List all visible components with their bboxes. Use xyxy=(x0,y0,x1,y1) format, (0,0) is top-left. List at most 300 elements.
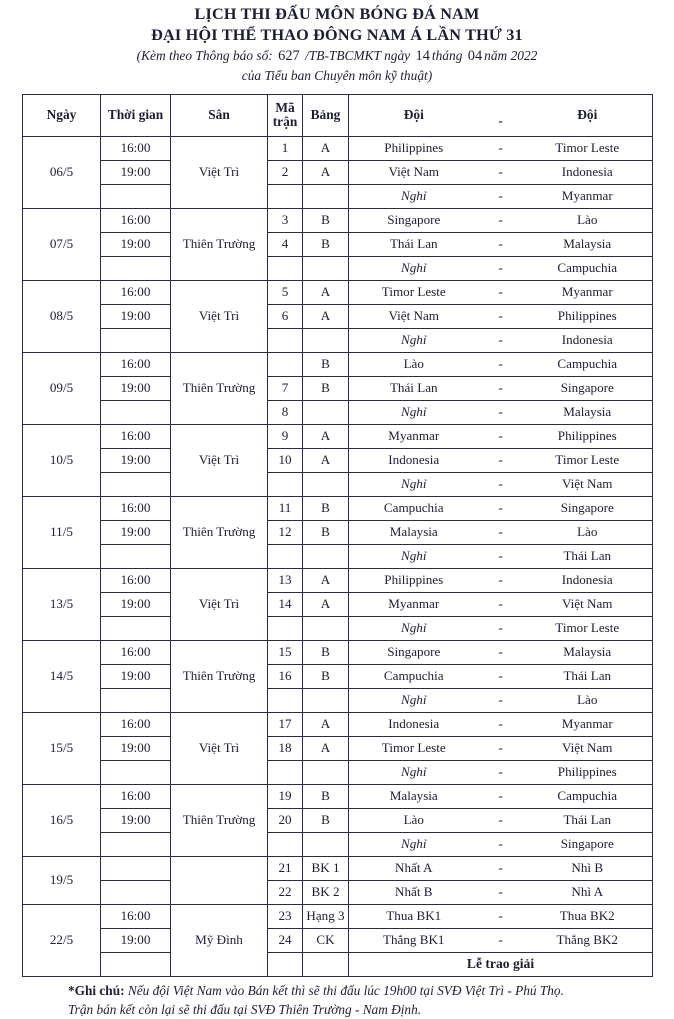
cell-match xyxy=(349,760,653,784)
cell-venue: Thiên Trường xyxy=(171,640,268,712)
cell-date: 09/5 xyxy=(23,352,101,424)
cell-team-home: Campuchia xyxy=(383,669,444,684)
cell-team-home: Nhất B xyxy=(395,885,433,900)
cell-match xyxy=(349,496,653,520)
cell-team-home: Campuchia xyxy=(383,501,444,516)
table-row xyxy=(23,424,653,448)
cell-match xyxy=(349,136,653,160)
cell-team-away: Thái Lan xyxy=(563,549,612,564)
schedule-table xyxy=(22,94,653,977)
cell-time xyxy=(101,952,171,976)
cell-group: A xyxy=(303,136,349,160)
table-row xyxy=(23,400,653,424)
cell-group xyxy=(303,256,349,280)
cell-team-away: Lào xyxy=(577,693,598,708)
table-row xyxy=(23,688,653,712)
cell-match-code xyxy=(268,328,303,352)
cell-dash: - xyxy=(498,740,503,756)
cell-match xyxy=(349,616,653,640)
cell-time xyxy=(101,688,171,712)
footnote-line2: Trận bán kết còn lại sẽ thi đấu tại SVĐ Thiên Trường - Nam Định. xyxy=(68,1001,422,1017)
cell-dash: - xyxy=(498,884,503,900)
cell-team-away: Myanmar xyxy=(561,285,613,300)
cell-team-home: Nhất A xyxy=(395,861,433,876)
cell-team-away: Việt Nam xyxy=(562,741,613,756)
header-match-code: Mã trận xyxy=(268,94,303,136)
document-title-line2: ĐẠI HỘI THỂ THAO ĐÔNG NAM Á LẦN THỨ 31 xyxy=(151,25,523,44)
table-row xyxy=(23,592,653,616)
cell-team-away: Thắng BK2 xyxy=(556,933,618,948)
cell-match-code: 16 xyxy=(268,664,303,688)
table-row xyxy=(23,208,653,232)
cell-dash: - xyxy=(498,164,503,180)
table-row xyxy=(23,832,653,856)
cell-match xyxy=(349,256,653,280)
cell-match-code: 1 xyxy=(268,136,303,160)
cell-team-rest: Nghỉ xyxy=(401,837,427,852)
cell-dash: - xyxy=(498,260,503,276)
cell-team-rest: Nghỉ xyxy=(401,477,427,492)
cell-team-away: Myanmar xyxy=(561,717,613,732)
cell-match xyxy=(349,232,653,256)
cell-group: A xyxy=(303,280,349,304)
table-row xyxy=(23,472,653,496)
cell-team-home: Philippines xyxy=(384,141,444,156)
cell-date: 15/5 xyxy=(23,712,101,784)
cell-group: B xyxy=(303,496,349,520)
cell-match-code: 12 xyxy=(268,520,303,544)
cell-dash: - xyxy=(498,572,503,588)
cell-match xyxy=(349,688,653,712)
cell-time xyxy=(101,760,171,784)
cell-match xyxy=(349,664,653,688)
cell-dash: - xyxy=(498,764,503,780)
cell-team-away: Singapore xyxy=(560,837,614,852)
cell-group: B xyxy=(303,808,349,832)
cell-match-code: 24 xyxy=(268,928,303,952)
cell-match-code: 13 xyxy=(268,568,303,592)
cell-team-away: Malaysia xyxy=(563,405,612,420)
cell-team-home: Lào xyxy=(403,357,424,372)
cell-group: B xyxy=(303,208,349,232)
table-row xyxy=(23,256,653,280)
cell-time xyxy=(101,880,171,904)
cell-team-away: Singapore xyxy=(560,501,614,516)
cell-match-code: 19 xyxy=(268,784,303,808)
cell-time: 16:00 xyxy=(101,712,171,736)
header-dash: - xyxy=(498,113,503,129)
cell-dash: - xyxy=(498,860,503,876)
cell-match-code: 7 xyxy=(268,376,303,400)
cell-match-code: 21 xyxy=(268,856,303,880)
cell-time xyxy=(101,328,171,352)
cell-time: 19:00 xyxy=(101,376,171,400)
cell-team-away: Malaysia xyxy=(563,237,612,252)
cell-match xyxy=(349,592,653,616)
cell-match-code xyxy=(268,688,303,712)
table-row xyxy=(23,232,653,256)
cell-venue: Việt Trì xyxy=(171,424,268,496)
table-row xyxy=(23,880,653,904)
cell-match xyxy=(349,928,653,952)
cell-match xyxy=(349,400,653,424)
subtitle-mid3: năm 2022 xyxy=(484,48,538,64)
cell-match xyxy=(349,880,653,904)
cell-match-code: 2 xyxy=(268,160,303,184)
table-header xyxy=(23,94,653,136)
cell-group: B xyxy=(303,640,349,664)
cell-date: 10/5 xyxy=(23,424,101,496)
cell-dash: - xyxy=(498,308,503,324)
cell-venue: Việt Trì xyxy=(171,136,268,208)
cell-dash: - xyxy=(498,140,503,156)
table-row xyxy=(23,928,653,952)
cell-match-code: 20 xyxy=(268,808,303,832)
cell-group: BK 2 xyxy=(303,880,349,904)
table-row xyxy=(23,664,653,688)
cell-match xyxy=(349,832,653,856)
cell-date: 08/5 xyxy=(23,280,101,352)
subtitle-prefix: (Kèm theo Thông báo số: xyxy=(136,48,273,64)
cell-team-away: Philippines xyxy=(557,309,617,324)
cell-venue: Thiên Trường xyxy=(171,208,268,280)
cell-team-home: Malaysia xyxy=(389,525,438,540)
cell-match-code xyxy=(268,760,303,784)
cell-match xyxy=(349,472,653,496)
cell-group: B xyxy=(303,352,349,376)
cell-group: Hạng 3 xyxy=(303,904,349,928)
cell-time: 19:00 xyxy=(101,736,171,760)
cell-venue: Việt Trì xyxy=(171,712,268,784)
header-group: Bảng xyxy=(303,94,349,136)
table-row xyxy=(23,640,653,664)
cell-match-code: 3 xyxy=(268,208,303,232)
cell-match-code xyxy=(268,832,303,856)
document-subtitle-line2: của Tiểu ban Chuyên môn kỹ thuật) xyxy=(241,67,433,83)
cell-team-home: Thái Lan xyxy=(389,381,438,396)
cell-team-away: Indonesia xyxy=(561,573,613,588)
cell-team-away: Singapore xyxy=(560,381,614,396)
cell-match-code: 14 xyxy=(268,592,303,616)
cell-time: 19:00 xyxy=(101,304,171,328)
cell-group: A xyxy=(303,424,349,448)
cell-time: 19:00 xyxy=(101,160,171,184)
schedule-table-wrapper xyxy=(22,94,652,977)
cell-team-home: Philippines xyxy=(384,573,444,588)
cell-dash: - xyxy=(498,668,503,684)
cell-dash: - xyxy=(498,548,503,564)
cell-match-code: 4 xyxy=(268,232,303,256)
cell-dash: - xyxy=(498,188,503,204)
cell-team-away: Lào xyxy=(577,525,598,540)
cell-match-code: 6 xyxy=(268,304,303,328)
cell-dash: - xyxy=(498,404,503,420)
cell-team-home: Lào xyxy=(403,813,424,828)
cell-match xyxy=(349,376,653,400)
table-row xyxy=(23,760,653,784)
header-team-away: Đội xyxy=(577,107,598,123)
cell-dash: - xyxy=(498,716,503,732)
cell-group: B xyxy=(303,784,349,808)
cell-team-home: Myanmar xyxy=(388,597,440,612)
cell-date: 07/5 xyxy=(23,208,101,280)
cell-team-home: Myanmar xyxy=(388,429,440,444)
cell-match xyxy=(349,160,653,184)
table-row xyxy=(23,616,653,640)
cell-date: 11/5 xyxy=(23,496,101,568)
cell-team-rest: Nghỉ xyxy=(401,405,427,420)
cell-team-away: Việt Nam xyxy=(562,597,613,612)
cell-time: 16:00 xyxy=(101,496,171,520)
cell-dash: - xyxy=(498,380,503,396)
cell-match xyxy=(349,544,653,568)
cell-team-rest: Nghỉ xyxy=(401,549,427,564)
cell-team-rest: Nghỉ xyxy=(401,693,427,708)
table-row xyxy=(23,496,653,520)
cell-group: B xyxy=(303,664,349,688)
cell-team-away: Timor Leste xyxy=(555,453,620,468)
cell-match-code: 18 xyxy=(268,736,303,760)
cell-date: 19/5 xyxy=(23,856,101,904)
cell-dash: - xyxy=(498,212,503,228)
cell-group: B xyxy=(303,376,349,400)
cell-team-home: Timor Leste xyxy=(381,741,446,756)
cell-match xyxy=(349,568,653,592)
cell-match-code xyxy=(268,352,303,376)
cell-group: A xyxy=(303,712,349,736)
cell-team-away: Việt Nam xyxy=(562,477,613,492)
table-row xyxy=(23,304,653,328)
cell-match xyxy=(349,184,653,208)
cell-venue xyxy=(171,856,268,904)
cell-team-home: Indonesia xyxy=(388,717,440,732)
cell-team-home: Thắng BK1 xyxy=(383,933,445,948)
cell-group: B xyxy=(303,232,349,256)
table-row xyxy=(23,952,653,976)
header-venue: Sân xyxy=(171,94,268,136)
cell-team-away: Timor Leste xyxy=(555,621,620,636)
table-row xyxy=(23,712,653,736)
cell-team-home: Indonesia xyxy=(388,453,440,468)
cell-group xyxy=(303,328,349,352)
cell-group xyxy=(303,472,349,496)
table-row xyxy=(23,904,653,928)
cell-time xyxy=(101,400,171,424)
cell-match-code xyxy=(268,184,303,208)
cell-team-away: Lào xyxy=(577,213,598,228)
cell-venue: Thiên Trường xyxy=(171,352,268,424)
cell-match-code: 15 xyxy=(268,640,303,664)
cell-dash: - xyxy=(498,356,503,372)
table-row xyxy=(23,736,653,760)
cell-venue: Thiên Trường xyxy=(171,784,268,856)
cell-match xyxy=(349,424,653,448)
cell-dash: - xyxy=(498,452,503,468)
cell-team-away: Philippines xyxy=(557,765,617,780)
cell-time: 16:00 xyxy=(101,136,171,160)
cell-match-code: 5 xyxy=(268,280,303,304)
cell-dash: - xyxy=(498,596,503,612)
cell-match-code: 11 xyxy=(268,496,303,520)
cell-group: BK 1 xyxy=(303,856,349,880)
subtitle-mid2: tháng xyxy=(431,48,463,64)
table-row xyxy=(23,520,653,544)
cell-team-away: Campuchia xyxy=(557,789,618,804)
footnote-line1 xyxy=(68,982,652,1001)
cell-team-away: Thái Lan xyxy=(563,813,612,828)
cell-group: A xyxy=(303,160,349,184)
table-row xyxy=(23,160,653,184)
cell-date: 06/5 xyxy=(23,136,101,208)
cell-venue: Việt Trì xyxy=(171,280,268,352)
cell-team-home: Thua BK1 xyxy=(386,909,442,924)
cell-time: 19:00 xyxy=(101,592,171,616)
cell-time xyxy=(101,856,171,880)
cell-date: 16/5 xyxy=(23,784,101,856)
cell-match xyxy=(349,952,653,976)
cell-date: 14/5 xyxy=(23,640,101,712)
cell-team-rest: Nghỉ xyxy=(401,261,427,276)
cell-team-away: Nhì B xyxy=(571,861,604,876)
cell-team-away: Campuchia xyxy=(557,357,618,372)
cell-dash: - xyxy=(498,692,503,708)
cell-dash: - xyxy=(498,932,503,948)
cell-group: CK xyxy=(303,928,349,952)
cell-dash: - xyxy=(498,284,503,300)
cell-venue: Thiên Trường xyxy=(171,496,268,568)
cell-time: 19:00 xyxy=(101,520,171,544)
cell-match xyxy=(349,904,653,928)
cell-dash: - xyxy=(498,236,503,252)
table-row xyxy=(23,448,653,472)
cell-match xyxy=(349,328,653,352)
cell-match-code: 17 xyxy=(268,712,303,736)
cell-team-away: Malaysia xyxy=(563,645,612,660)
cell-match xyxy=(349,640,653,664)
table-row xyxy=(23,184,653,208)
cell-group xyxy=(303,760,349,784)
cell-time xyxy=(101,256,171,280)
header-time: Thời gian xyxy=(101,94,171,136)
cell-time xyxy=(101,472,171,496)
cell-team-home: Thái Lan xyxy=(389,237,438,252)
cell-match xyxy=(349,352,653,376)
cell-time: 16:00 xyxy=(101,784,171,808)
cell-match-code: 23 xyxy=(268,904,303,928)
cell-match-code xyxy=(268,472,303,496)
cell-match xyxy=(349,736,653,760)
cell-team-away: Campuchia xyxy=(557,261,618,276)
cell-time xyxy=(101,832,171,856)
cell-date: 22/5 xyxy=(23,904,101,976)
table-row xyxy=(23,352,653,376)
cell-group xyxy=(303,544,349,568)
cell-group xyxy=(303,616,349,640)
cell-team-away: Philippines xyxy=(557,429,617,444)
notice-day: 14 xyxy=(415,48,430,65)
cell-team-rest: Nghỉ xyxy=(401,189,427,204)
table-row xyxy=(23,808,653,832)
cell-match xyxy=(349,448,653,472)
subtitle-mid1: /TB-TBCMKT ngày xyxy=(305,48,411,64)
title-block xyxy=(0,0,674,85)
cell-match xyxy=(349,808,653,832)
cell-team-home: Malaysia xyxy=(389,789,438,804)
cell-dash: - xyxy=(498,476,503,492)
cell-match xyxy=(349,712,653,736)
cell-group xyxy=(303,688,349,712)
table-row xyxy=(23,328,653,352)
cell-time: 19:00 xyxy=(101,448,171,472)
notice-number: 627 xyxy=(278,48,300,65)
cell-match-code xyxy=(268,952,303,976)
cell-dash: - xyxy=(498,788,503,804)
cell-team-away: Thái Lan xyxy=(563,669,612,684)
cell-group: A xyxy=(303,736,349,760)
cell-dash: - xyxy=(498,620,503,636)
cell-team-home: Timor Leste xyxy=(381,285,446,300)
cell-time: 16:00 xyxy=(101,424,171,448)
cell-group: B xyxy=(303,520,349,544)
cell-match-code: 8 xyxy=(268,400,303,424)
notice-month: 04 xyxy=(467,48,483,65)
cell-team-rest: Nghỉ xyxy=(401,333,427,348)
cell-team-rest: Nghỉ xyxy=(401,765,427,780)
cell-team-home: Singapore xyxy=(387,645,441,660)
cell-team-away: Indonesia xyxy=(561,165,613,180)
header-team-home: Đội xyxy=(403,107,424,123)
cell-match xyxy=(349,520,653,544)
table-row xyxy=(23,856,653,880)
cell-team-away: Myanmar xyxy=(561,189,613,204)
cell-match-code xyxy=(268,256,303,280)
cell-match-code: 22 xyxy=(268,880,303,904)
cell-venue: Mỹ Đình xyxy=(171,904,268,976)
cell-team-home: Việt Nam xyxy=(388,309,439,324)
cell-date: 13/5 xyxy=(23,568,101,640)
cell-dash: - xyxy=(498,524,503,540)
cell-group xyxy=(303,184,349,208)
cell-time: 19:00 xyxy=(101,808,171,832)
cell-team-away: Indonesia xyxy=(561,333,613,348)
table-body xyxy=(23,136,653,976)
cell-time: 16:00 xyxy=(101,640,171,664)
cell-team-away: Timor Leste xyxy=(555,141,620,156)
cell-time xyxy=(101,544,171,568)
footnote-text1: Nếu đội Việt Nam vào Bán kết thì sẽ thi đấu lúc 19h00 tại SVĐ Việt Trì - Phú Thọ. xyxy=(124,982,564,998)
cell-match-code: 9 xyxy=(268,424,303,448)
cell-match-code xyxy=(268,544,303,568)
cell-group xyxy=(303,832,349,856)
cell-dash: - xyxy=(498,332,503,348)
cell-time: 16:00 xyxy=(101,568,171,592)
table-row xyxy=(23,784,653,808)
cell-team-away: Thua BK2 xyxy=(559,909,615,924)
cell-time xyxy=(101,616,171,640)
document-title-line1: LỊCH THI ĐẤU MÔN BÓNG ĐÁ NAM xyxy=(194,5,480,23)
header-teams xyxy=(349,94,653,136)
cell-group: A xyxy=(303,304,349,328)
cell-dash: - xyxy=(498,428,503,444)
table-row xyxy=(23,544,653,568)
cell-group: A xyxy=(303,592,349,616)
header-date: Ngày xyxy=(23,94,101,136)
footnote xyxy=(22,982,652,1019)
cell-team-home: Singapore xyxy=(387,213,441,228)
cell-match xyxy=(349,208,653,232)
cell-time: 16:00 xyxy=(101,208,171,232)
cell-dash: - xyxy=(498,908,503,924)
